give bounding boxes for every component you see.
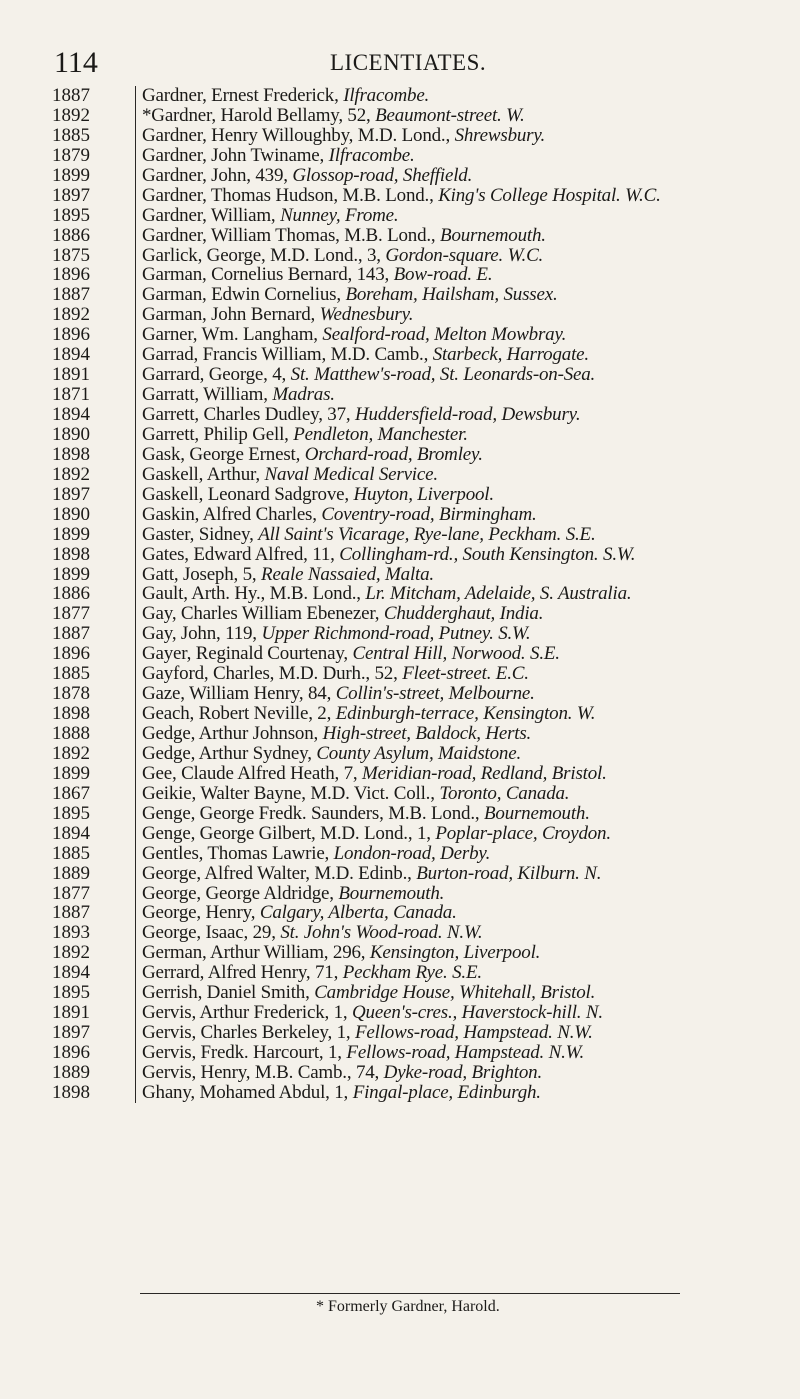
entry-year: 1867 [52,784,136,804]
list-item [52,943,792,963]
entry-year: 1896 [52,325,136,345]
entry-year: 1894 [52,824,136,844]
entry-name: Gardner, William Thomas, M.B. Lond., [142,225,436,246]
entry-text [136,744,792,764]
list-item [52,1083,792,1103]
entry-name: Gay, Charles William Ebenezer, [142,604,380,625]
entry-address: Boreham, Hailsham, Sussex. [345,285,558,306]
entry-address: Huyton, Liverpool. [353,484,494,505]
entry-name: Gardner, Ernest Frederick, [142,86,339,106]
list-item [52,864,792,884]
entry-year: 1892 [52,744,136,764]
list-item [52,445,792,465]
entry-name: Ghany, Mohamed Abdul, 1, [142,1082,349,1103]
entry-text [136,1043,792,1063]
entry-name: Gardner, John Twiname, [142,145,325,166]
entry-year: 1898 [52,545,136,565]
entry-name: Gay, John, 119, [142,624,257,645]
entry-address: Naval Medical Service. [264,464,438,485]
list-item [52,206,792,226]
list-item [52,724,792,744]
entry-year: 1890 [52,505,136,525]
entry-name: Gates, Edward Alfred, 11, [142,544,335,565]
entry-address: Chudderghaut, India. [383,604,544,625]
entry-year: 1898 [52,704,136,724]
entry-name: Gardner, Thomas Hudson, M.B. Lond., [142,185,434,206]
entry-name: Garrad, Francis William, M.D. Camb., [142,345,429,366]
footnote: * Formerly Gardner, Harold. [316,1298,500,1315]
entry-name: Garman, Edwin Cornelius, [142,285,341,306]
entry-name: George, Alfred Walter, M.D. Edinb., [142,863,412,884]
list-item [52,884,792,904]
entry-year: 1879 [52,146,136,166]
entry-text [136,86,792,106]
entry-text [136,525,792,545]
entry-address: Toronto, Canada. [439,783,570,804]
list-item [52,485,792,505]
entry-year: 1887 [52,86,136,106]
entry-text [136,186,792,206]
list-item [52,764,792,784]
entry-name: Gedge, Arthur Johnson, [142,724,319,744]
entry-text [136,1063,792,1083]
entry-year: 1899 [52,764,136,784]
entry-name: Gedge, Arthur Sydney, [142,743,312,764]
entry-year: 1889 [52,1063,136,1083]
entry-text [136,265,792,285]
entry-name: Gaster, Sidney, [142,524,254,545]
entry-name: Gask, George Ernest, [142,444,301,465]
entry-name: Gardner, William, [142,205,276,226]
entry-year: 1893 [52,923,136,943]
entry-year: 1892 [52,943,136,963]
entry-name: Garrard, George, 4, [142,365,287,386]
entry-address: High-street, Baldock, Herts. [322,724,532,744]
entry-text [136,764,792,784]
list-item [52,923,792,943]
list-item [52,106,792,126]
list-item [52,844,792,864]
entry-address: Bow-road. E. [393,265,493,286]
entry-year: 1892 [52,465,136,485]
entry-year: 1887 [52,624,136,644]
entry-address: Kensington, Liverpool. [369,943,541,964]
entry-year: 1892 [52,305,136,325]
list-item [52,86,792,106]
entry-name: Garman, John Bernard, [142,305,316,326]
entry-name: Gatt, Joseph, 5, [142,564,257,585]
entry-address: Calgary, Alberta, Canada. [259,903,457,924]
entry-year: 1887 [52,903,136,923]
entry-address: Bournemouth. [440,225,546,246]
entry-text [136,365,792,385]
entry-year: 1894 [52,345,136,365]
entry-name: Gaze, William Henry, 84, [142,684,332,705]
entry-name: Gayford, Charles, M.D. Durh., 52, [142,664,398,685]
entry-year: 1885 [52,664,136,684]
entry-text [136,305,792,325]
entry-year: 1886 [52,226,136,246]
entry-year: 1899 [52,166,136,186]
entry-name: Genge, George Fredk. Saunders, M.B. Lond., [142,803,480,824]
entry-text [136,1023,792,1043]
entry-address: Bournemouth. [483,803,590,824]
entry-address: Lr. Mitcham, Adelaide, S. Australia. [365,584,632,605]
entry-address: London-road, Derby. [333,843,491,864]
entry-year: 1896 [52,1043,136,1063]
list-item [52,425,792,445]
entry-name: Gervis, Arthur Frederick, 1, [142,1003,348,1024]
list-item [52,664,792,684]
entry-text [136,146,792,166]
entry-name: George, George Aldridge, [142,883,334,904]
list-item [52,624,792,644]
entry-address: Huddersfield-road, Dewsbury. [355,405,581,425]
entry-name: Gervis, Henry, M.B. Camb., 74, [142,1062,380,1083]
entry-address: Ilfracombe. [328,145,415,166]
entry-year: 1890 [52,425,136,445]
entry-year: 1894 [52,963,136,983]
entry-text [136,425,792,445]
entry-address: Shrewsbury. [454,125,546,146]
list-item [52,1003,792,1023]
list-item [52,903,792,923]
entry-year: 1899 [52,525,136,545]
entry-text [136,325,792,345]
entry-address: Madras. [272,385,335,405]
entry-address: Cambridge House, Whitehall, Bristol. [314,983,596,1004]
entry-text [136,963,792,983]
entry-name: Garner, Wm. Langham, [142,325,318,346]
entry-text [136,285,792,305]
entry-text [136,405,792,425]
footer-rule [140,1293,680,1294]
entry-text [136,505,792,525]
entry-year: 1877 [52,884,136,904]
entry-address: Gordon-square. W.C. [385,245,544,266]
entry-year: 1871 [52,385,136,405]
entry-text [136,465,792,485]
entry-year: 1888 [52,724,136,744]
entry-year: 1897 [52,485,136,505]
entry-name: Gardner, John, 439, [142,165,288,186]
entry-year: 1897 [52,1023,136,1043]
entry-name: Gerrard, Alfred Henry, 71, [142,963,339,984]
entry-year: 1891 [52,365,136,385]
list-item [52,246,792,266]
entry-address: Bournemouth. [338,883,445,904]
entry-year: 1895 [52,206,136,226]
list-item [52,465,792,485]
entry-name: Garratt, William, [142,385,268,405]
list-item [52,824,792,844]
entry-year: 1887 [52,285,136,305]
list-item [52,505,792,525]
entry-text [136,824,792,844]
entry-text [136,206,792,226]
list-item [52,704,792,724]
entry-address: All Saint's Vicarage, Rye-lane, Peckham. S.E. [258,524,596,545]
entry-text [136,784,792,804]
list-item [52,983,792,1003]
entry-text [136,983,792,1003]
entry-address: Fellows-road, Hampstead. N.W. [355,1023,593,1043]
list-item [52,525,792,545]
entry-address: Burton-road, Kilburn. N. [416,863,602,884]
entry-text [136,864,792,884]
entry-text [136,565,792,585]
list-item [52,186,792,206]
entry-text [136,445,792,465]
entry-text [136,584,792,604]
entry-text [136,724,792,744]
entry-text [136,545,792,565]
list-item [52,565,792,585]
entry-name: Gentles, Thomas Lawrie, [142,843,330,864]
entry-address: Fellows-road, Hampstead. N.W. [346,1043,585,1063]
entry-name: Gee, Claude Alfred Heath, 7, [142,763,358,784]
list-item [52,963,792,983]
list-item [52,684,792,704]
entry-text [136,126,792,146]
entry-year: 1895 [52,804,136,824]
entry-text [136,166,792,186]
entry-text [136,943,792,963]
entry-text [136,684,792,704]
list-item [52,365,792,385]
entry-text [136,704,792,724]
list-item [52,584,792,604]
entry-address: County Asylum, Maidstone. [316,743,522,764]
list-item [52,744,792,764]
entry-address: Peckham Rye. S.E. [342,963,482,984]
entry-name: Garrett, Philip Gell, [142,424,289,445]
entry-name: Gault, Arth. Hy., M.B. Lond., [142,584,361,605]
entry-address: Dyke-road, Brighton. [383,1062,543,1083]
entry-name: George, Isaac, 29, [142,923,276,944]
entry-year: 1891 [52,1003,136,1023]
entry-address: Glossop-road, Sheffield. [292,165,473,186]
list-item [52,325,792,345]
entry-address: Reale Nassaied, Malta. [261,564,434,585]
entry-address: Coventry-road, Birmingham. [321,504,537,525]
entry-name: German, Arthur William, 296, [142,943,366,964]
entry-text [136,644,792,664]
entry-address: Poplar-place, Croydon. [435,823,611,844]
list-item [52,804,792,824]
entry-name: Garlick, George, M.D. Lond., 3, [142,245,381,266]
list-item [52,1023,792,1043]
entry-address: Upper Richmond-road, Putney. S.W. [261,624,531,645]
entry-year: 1885 [52,126,136,146]
entry-name: Gerrish, Daniel Smith, [142,983,310,1004]
entry-year: 1886 [52,584,136,604]
entry-text [136,664,792,684]
entry-address: Fingal-place, Edinburgh. [352,1082,541,1103]
entry-year: 1898 [52,445,136,465]
entry-year: 1894 [52,405,136,425]
entry-name: Genge, George Gilbert, M.D. Lond., 1, [142,823,431,844]
list-item [52,784,792,804]
list-item [52,604,792,624]
entry-name: Gaskin, Alfred Charles, [142,504,317,525]
entry-year: 1885 [52,844,136,864]
entry-address: King's College Hospital. W.C. [438,185,661,206]
entry-address: St. Matthew's-road, St. Leonards-on-Sea. [290,365,596,386]
entry-text [136,844,792,864]
list-item [52,305,792,325]
entry-year: 1878 [52,684,136,704]
entry-text [136,884,792,904]
running-title: LICENTIATES. [330,50,487,75]
list-item [52,545,792,565]
entry-address: Sealford-road, Melton Mowbray. [322,325,567,346]
entry-text [136,106,792,126]
entry-name: Garrett, Charles Dudley, 37, [142,405,351,425]
entry-year: 1899 [52,565,136,585]
entry-address: St. John's Wood-road. N.W. [280,923,483,944]
entry-year: 1875 [52,246,136,266]
entry-text [136,246,792,266]
entry-address: Ilfracombe. [343,86,430,106]
entry-text [136,345,792,365]
entry-name: Gervis, Fredk. Harcourt, 1, [142,1043,342,1063]
entry-year: 1896 [52,265,136,285]
entry-address: Beaumont-street. W. [375,105,525,126]
entry-text [136,385,792,405]
page-number: 114 [54,46,98,79]
entry-name: Gaskell, Arthur, [142,464,260,485]
entry-name: Gaskell, Leonard Sadgrove, [142,484,349,505]
entry-address: Pendleton, Manchester. [293,424,468,445]
entry-name: Geikie, Walter Bayne, M.D. Vict. Coll., [142,783,435,804]
entry-name: Geach, Robert Neville, 2, [142,704,332,724]
list-item [52,385,792,405]
entry-address: Edinburgh-terrace, Kensington. W. [335,704,596,724]
list-item [52,1043,792,1063]
list-item [52,644,792,664]
entry-name: *Gardner, Harold Bellamy, 52, [142,105,371,126]
licentiates-list [52,86,792,1103]
list-item [52,126,792,146]
entry-year: 1897 [52,186,136,206]
entry-name: George, Henry, [142,903,256,924]
entry-text [136,485,792,505]
entry-address: Nunney, Frome. [280,205,399,226]
list-item [52,1063,792,1083]
entry-address: Central Hill, Norwood. S.E. [352,644,560,665]
entry-name: Gayer, Reginald Courtenay, [142,644,348,665]
entry-text [136,804,792,824]
entry-text [136,903,792,923]
list-item [52,265,792,285]
entry-text [136,1003,792,1023]
list-item [52,345,792,365]
entry-name: Garman, Cornelius Bernard, 143, [142,265,390,286]
list-item [52,226,792,246]
entry-year: 1892 [52,106,136,126]
entry-year: 1889 [52,864,136,884]
list-item [52,146,792,166]
entry-year: 1898 [52,1083,136,1103]
entry-year: 1896 [52,644,136,664]
entry-address: Meridian-road, Redland, Bristol. [362,763,607,784]
entry-year: 1895 [52,983,136,1003]
entry-address: Orchard-road, Bromley. [304,444,483,465]
list-item [52,405,792,425]
list-item [52,166,792,186]
entry-name: Gardner, Henry Willoughby, M.D. Lond., [142,125,451,146]
entry-year: 1877 [52,604,136,624]
entry-address: Wednesbury. [319,305,414,326]
entry-text [136,923,792,943]
entry-address: Collin's-street, Melbourne. [335,684,535,705]
entry-address: Collingham-rd., South Kensington. S.W. [339,544,636,565]
entry-address: Queen's-cres., Haverstock-hill. N. [352,1003,603,1024]
entry-address: Fleet-street. E.C. [402,664,529,685]
list-item [52,285,792,305]
entry-address: Starbeck, Harrogate. [432,345,589,366]
page-header [54,40,744,80]
entry-text [136,1083,792,1103]
entry-name: Gervis, Charles Berkeley, 1, [142,1023,351,1043]
entry-text [136,226,792,246]
entry-text [136,624,792,644]
entry-text [136,604,792,624]
